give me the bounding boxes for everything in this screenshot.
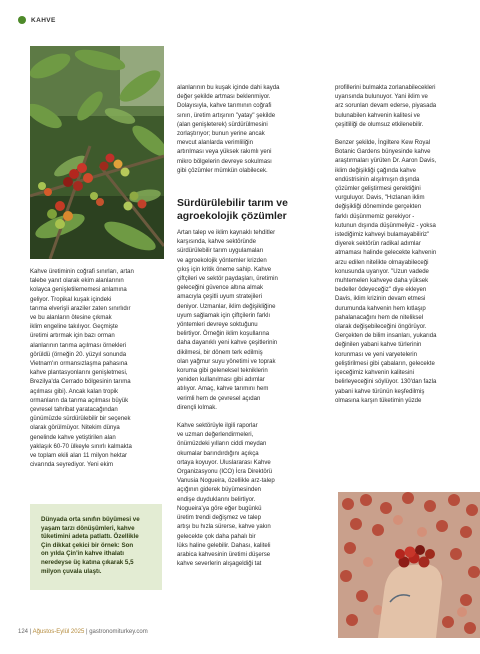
column-2-text: alanlarının bu kuşak içinde dahi kayda değer şekilde artması beklenmiyor. Dolayısıyla, kahve tarımının coğrafi sınırı, üretim artışının "yatay" şekilde (alan genişleterek) sürdürülmesini zorlaştırıyor; bunun yerine ancak mevcut alanlarda verimliliğin artırılması veya yüksek rakımlı yeni mikro bölgelerin devreye sokulması gibi çözümler mümkün olabilecek. <box>177 85 280 174</box>
column-2-body: Artan talep ve iklim kaynaklı tehditler karşısında, kahve sektöründe sürdürülebilir tarım uygulamaları ve agroekolojik yöntemler krizden çıkış için kritik öneme sahip. Kahve çiftçileri ve sektör paydaşları, üretimin geleceğini güvence altına almak amacıyla çeşitli uyum stratejileri deniyor. Uzmanlar, iklim değişikliğine uyum sağlamak için çiftçilerin farklı yöntemleri devreye soktuğunu belirtiyor. Örneğin iklim koşullarına daha dayanıklı yeni kahve çeşitlerinin dikilmesi, bir dönem terk edilmiş olan yağmur suyu yönetimi ve toprak koruma gibi geleneksel tekniklerin yeniden kullanılması gibi adımlar atılıyor. Amaç, kahve tarımını hem verimli hem de çevresel açıdan dirençli kılmak. Kahve sektörüyle ilgili raporlar ve uzman değerlendirmeleri, önümüzdeki yılların ciddi meydan okumalar barındırdığını açıkça ortaya koyuyor. Uluslararası Kahve Organizasyonu (ICO) İcra Direktörü Vanusia Nogueira, özellikle arz-talep açığının giderek büyümesinden endişe duyduklarını belirtiyor. Nogueira'ya göre eğer bugünkü üretim trendi değişmez ve talep artışı bu hızla sürerse, kahve yakın gelecekte çok daha pahalı bir lüks haline gelebilir. Dahası, kaliteli arabica kahvesinin üretimi düşerse kahve severlerin alışageldiği tat <box>177 230 278 568</box>
section-dot-icon <box>18 16 26 24</box>
footer-separator-2: | <box>84 629 90 635</box>
footer-separator-1: | <box>28 629 33 635</box>
website-link[interactable]: gastronomiturkey.com <box>89 629 148 635</box>
section-label: KAHVE <box>31 16 56 24</box>
column-3-text: profillerini bulmakta zorlanabilecekleri uyarısında bulunuyor. Yani iklim ve arz sorunları devam ederse, piyasada bulunabilen kahvenin kalitesi ve çeşitliliği de olumsuz etkilenebilir. Benzer şekilde, İngiltere Kew Royal Botanic Gardens bünyesinde kahve araştırmaları yürüten Dr. Aaron Davis, iklim değişikliği çağında kahve endüstrisinin alışılmışın dışında çözümler geliştirmesi gerektiğini vurguluyor. Davis, "Hızlanan iklim değişikliği döneminde gerçekten farklı düşünmemiz gerekiyor - kutunun dışında düşünmeliyiz - yoksa istediğimiz kahveyi bulamayabiliriz" diyerek sektörün radikal adımlar atmaması halinde gelecekte kahvenin arzu edilen nitelikte olmayabileceği konusunda uyarıyor. "Uzun vadede muhtemelen kahveye daha yüksek bedeller ödeyeceğiz" diye ekleyen Davis, iklim krizinin devam etmesi durumunda kahvenin hem kıtlaşıp pahalanacağını hem de nitelikseI olarak değişebileceğini öngörüyor. Gerçekten de bilim insanları, yukarıda değinilen yabani kahve türlerinin korunması ve yeni varyetelerin geliştirilmesi gibi çabaların, gelecekte içeceğimiz kahvenin kalitesini belirleyeceğini söylüyor. 130'dan fazla yabani kahve türünün keşfedilmiş olmasına karşın tüketimin yüzde <box>335 85 437 404</box>
column-1-text: Kahve üretiminin coğrafi sınırları, artan talebe yanıt olarak ekim alanlarının kolayca genişletilememesi anlamına geliyor. Tropikal kuşak içindeki tarıma elverişli araziler zaten sınırlıdır ve bu alanların ötesine çıkmak iklim engeline takılıyor. Geçmişte üretimi artırmak için bazı orman alanlarının tarıma açılması örnekleri görüldü (örneğin 20. yüzyıl sonunda Vietnam'ın ormansızlaşma pahasına kahve plantasyonlarını genişletmesi, Brezilya'da Cerrado bölgesinin tarıma açılması gibi). Ancak kalan tropik ormanların da tarıma açılması büyük çevresel tahribat yaratacağından günümüzde sürdürülebilir bir seçenek olarak görülmüyor. Nitekim dünya genelinde kahve yetiştirilen alan yaklaşık 60-70 ülkeyle sınırlı kalmakta ve toplam ekili alan 11 milyon hektar civarında seyrediyor. Yeni ekim <box>30 269 134 469</box>
page-number: 124 <box>18 629 29 635</box>
page-footer <box>18 629 148 635</box>
subheading: Sürdürülebilir tarım ve agroekolojik çözümler <box>177 198 288 222</box>
issue-date: Ağustos-Eylül 2025 <box>32 629 85 635</box>
callout-text: Dünyada orta sınıfın büyümesi ve yaşam tarzı dönüşümleri, kahve tüketimini adeta patlattı. Özellikle Çin dikkat çekici bir örnek: Son on yılda Çin'in kahve ithalatı neredeyse üç katına çıkarak 5,5 milyon çuvala ulaştı. <box>41 516 140 575</box>
coffee-branch-photo <box>30 46 164 259</box>
callout-box <box>30 504 162 590</box>
hand-coffee-cherries-photo <box>338 492 480 638</box>
section-header <box>18 16 56 24</box>
